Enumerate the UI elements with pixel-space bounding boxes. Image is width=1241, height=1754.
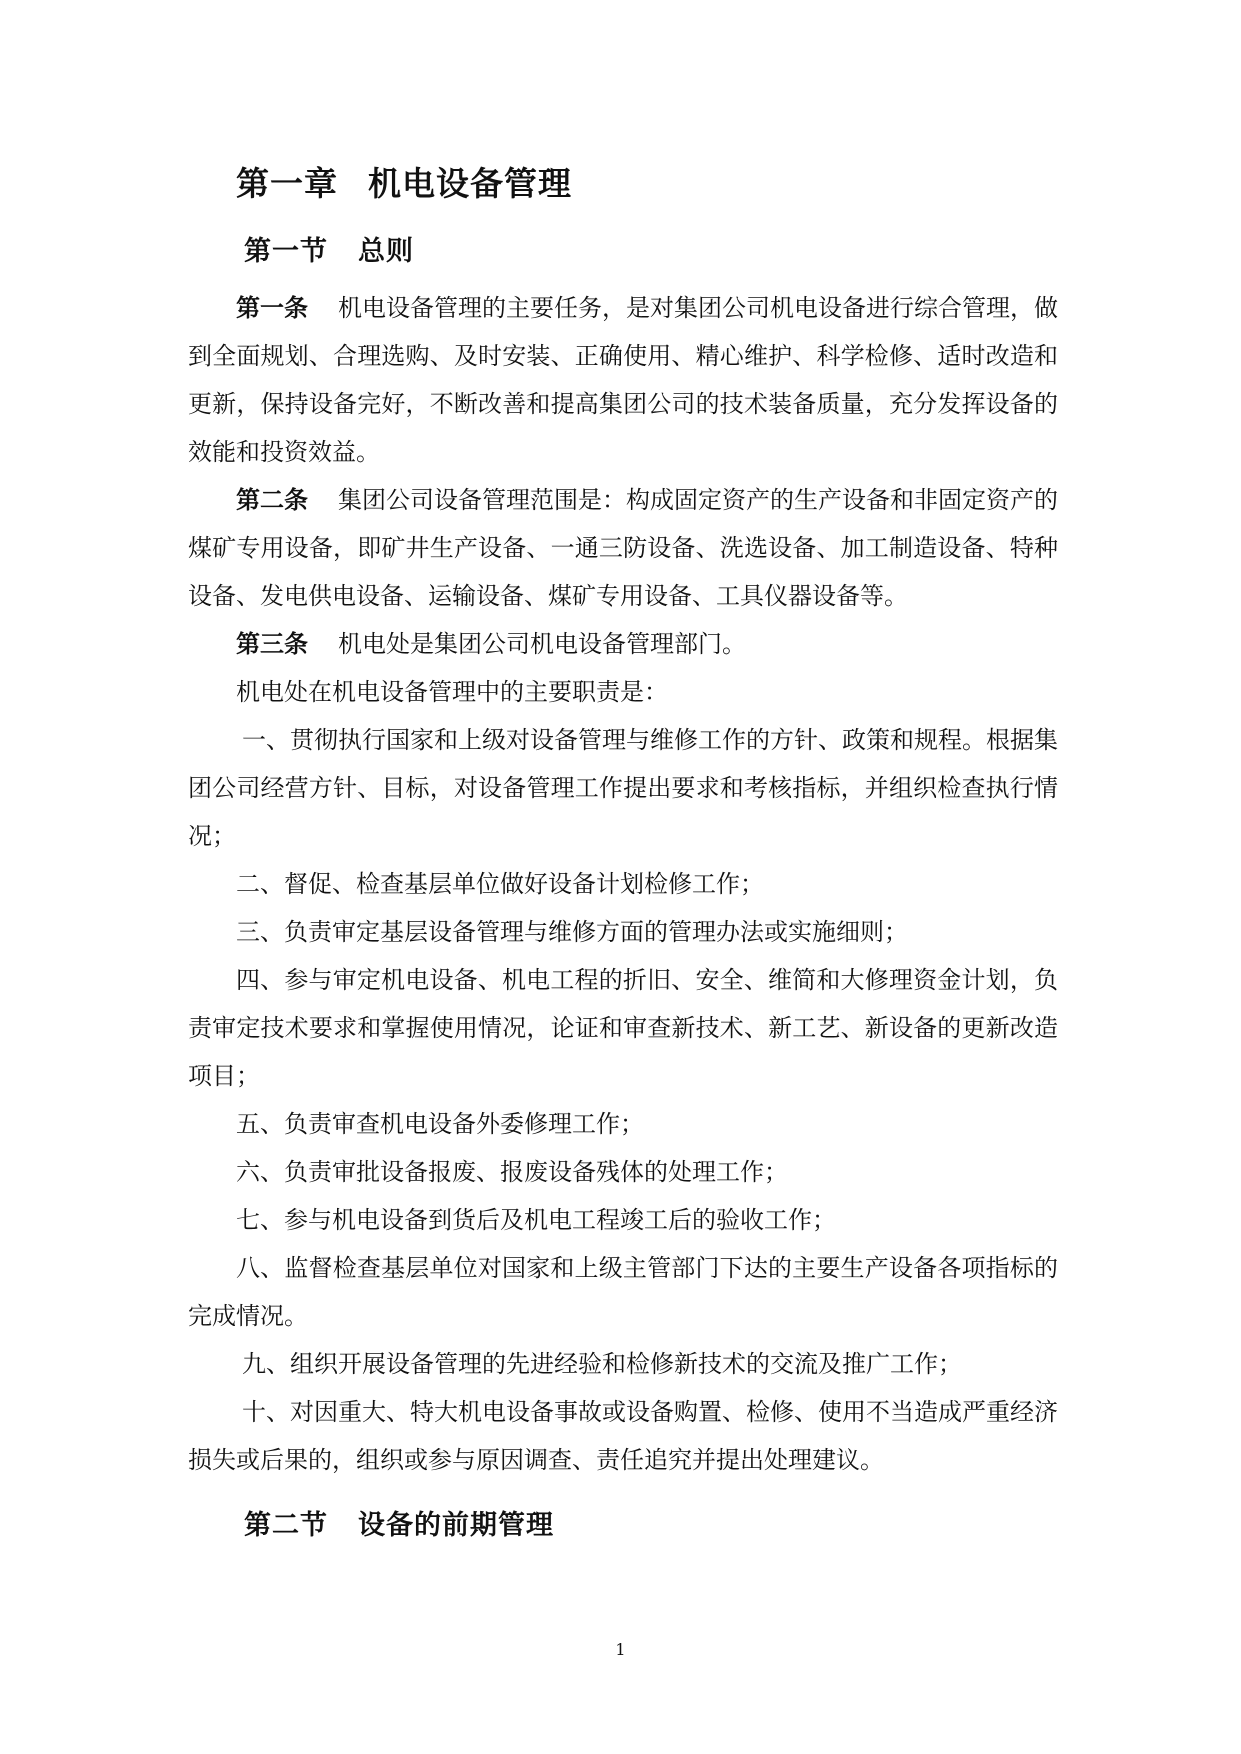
duties-intro: 机电处在机电设备管理中的主要职责是： [236, 678, 668, 706]
duty-item: 五、负责审查机电设备外委修理工作； [236, 1110, 644, 1138]
article-label: 第一条 [236, 294, 308, 322]
section-number: 第一节 [244, 236, 328, 267]
article-paragraph [188, 284, 1058, 476]
section-title: 设备的前期管理 [358, 1510, 554, 1541]
section-title: 总则 [358, 236, 414, 267]
duty-item: 十、对因重大、特大机电设备事故或设备购置、检修、使用不当造成严重经济损失或后果的，组织或参与原因调查、责任追究并提出处理建议。 [188, 1398, 1058, 1474]
duty-item: 四、参与审定机电设备、机电工程的折旧、安全、维简和大修理资金计划，负责审定技术要求和掌握使用情况，论证和审查新技术、新工艺、新设备的更新改造项目； [188, 966, 1058, 1090]
duty-item: 七、参与机电设备到货后及机电工程竣工后的验收工作； [236, 1206, 836, 1234]
article-paragraph [188, 620, 1058, 668]
article-label: 第二条 [236, 486, 308, 514]
duty-item: 三、负责审定基层设备管理与维修方面的管理办法或实施细则； [236, 918, 908, 946]
duty-item: 一、贯彻执行国家和上级对设备管理与维修工作的方针、政策和规程。根据集团公司经营方针、目标，对设备管理工作提出要求和考核指标，并组织检查执行情况； [188, 726, 1058, 850]
chapter-number: 第一章 [236, 164, 338, 203]
duty-item: 六、负责审批设备报废、报废设备残体的处理工作； [236, 1158, 788, 1186]
article-label: 第三条 [236, 630, 308, 658]
duty-item: 八、监督检查基层单位对国家和上级主管部门下达的主要生产设备各项指标的完成情况。 [188, 1254, 1058, 1330]
article-text: 机电处是集团公司机电设备管理部门。 [338, 630, 746, 658]
chapter-heading [236, 156, 1058, 212]
chapter-title: 机电设备管理 [368, 164, 572, 203]
duty-item: 九、组织开展设备管理的先进经验和检修新技术的交流及推广工作； [242, 1350, 962, 1378]
article-text: 机电设备管理的主要任务，是对集团公司机电设备进行综合管理，做到全面规划、合理选购、及时安装、正确使用、精心维护、科学检修、适时改造和更新，保持设备完好，不断改善和提高集团公司的技术装备质量，充分发挥设备的效能和投资效益。 [188, 294, 1058, 466]
section-number: 第二节 [244, 1510, 328, 1541]
page-content [188, 156, 1058, 1558]
page-number: 1 [615, 1640, 626, 1659]
article-paragraph [188, 476, 1058, 620]
section-heading [244, 1504, 1058, 1548]
article-text: 集团公司设备管理范围是：构成固定资产的生产设备和非固定资产的煤矿专用设备，即矿井生产设备、一通三防设备、洗选设备、加工制造设备、特种设备、发电供电设备、运输设备、煤矿专用设备、工具仪器设备等。 [188, 486, 1058, 610]
duty-item: 二、督促、检查基层单位做好设备计划检修工作； [236, 870, 764, 898]
section-heading [244, 230, 1058, 274]
